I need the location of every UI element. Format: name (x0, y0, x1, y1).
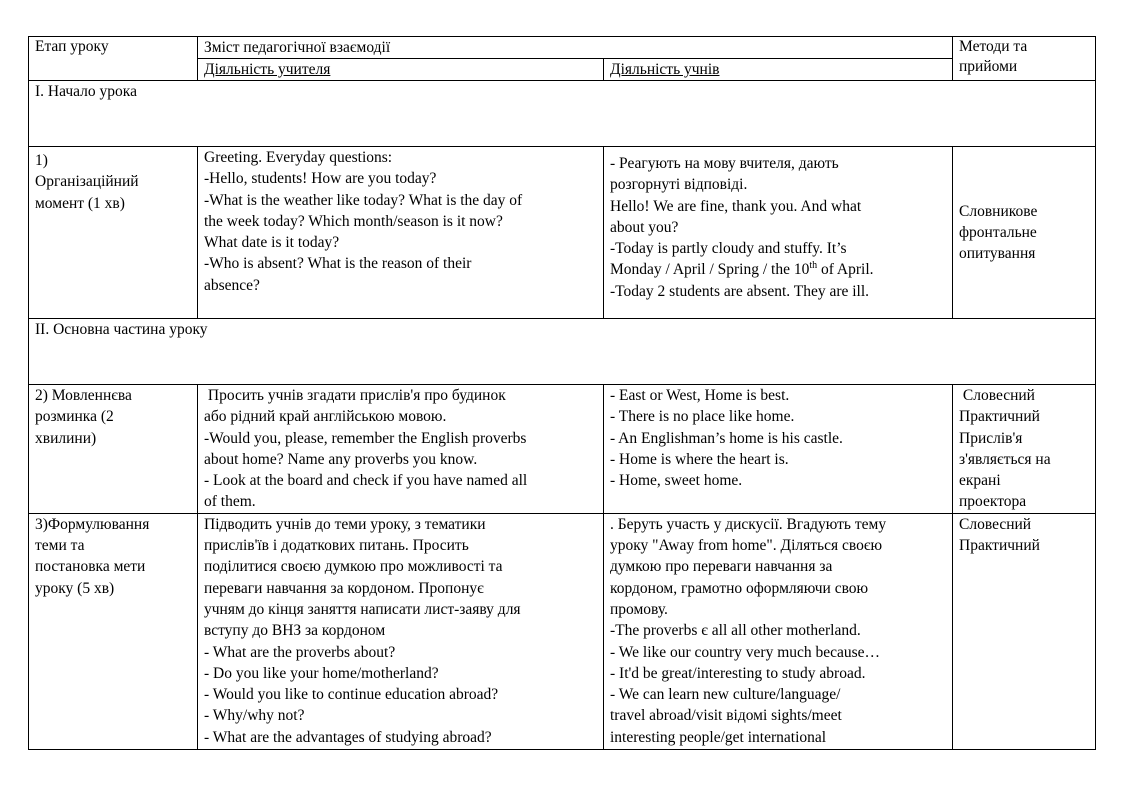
teacher-activity-cell (198, 513, 604, 749)
teacher-line: поділитися своєю думкою про можливості та (204, 558, 503, 576)
student-line: -The proverbs є all all other motherland. (610, 622, 861, 640)
header-stage: Етап уроку (29, 37, 198, 81)
header-row-top (29, 37, 1096, 59)
header-methods: Методи та прийоми (953, 37, 1096, 81)
stage-line: 3)Формулювання (35, 515, 150, 533)
teacher-line: - Would you like to continue education abroad? (204, 686, 499, 704)
methods-line: Прислів'я (959, 429, 1023, 447)
lesson-plan-table (28, 36, 1096, 750)
teacher-line: прислів'їв і додаткових питань. Просить (204, 537, 469, 555)
teacher-line: absence? (204, 276, 260, 294)
student-line-date (610, 259, 946, 280)
teacher-line: переваги навчання за кордоном. Пропонує (204, 579, 484, 597)
stage-cell (29, 385, 198, 514)
student-activity-cell (604, 513, 953, 749)
student-line: - Реагують на мову вчителя, дають (610, 155, 839, 172)
stage-line: уроку (5 хв) (35, 579, 115, 597)
student-line: - Home is where the heart is. (610, 450, 789, 468)
section-title-main: ІІ. Основна частина уроку (29, 319, 1096, 385)
teacher-line: - Do you like your home/motherland? (204, 664, 439, 682)
methods-line: проектора (959, 493, 1027, 511)
student-line: - There is no place like home. (610, 408, 795, 426)
student-line: - We like our country very much because… (610, 643, 881, 661)
student-line: -Today 2 students are absent. They are ill. (610, 282, 870, 300)
stage-cell (29, 513, 198, 749)
stage-line: 2) Мовленнєва (35, 387, 132, 404)
student-line: - We can learn new culture/language/ (610, 686, 841, 704)
table-row (29, 513, 1096, 749)
teacher-line: вступу до ВНЗ за кордоном (204, 622, 386, 640)
stage-line: хвилини) (35, 429, 97, 447)
student-line: about you? (610, 218, 679, 236)
header-content: Зміст педагогічної взаємодії (198, 37, 953, 59)
methods-line: фронтальне (959, 223, 1037, 241)
teacher-activity-cell (198, 385, 604, 514)
teacher-line: -Would you, please, remember the English proverbs (204, 429, 527, 447)
teacher-line: - Look at the board and check if you have named all (204, 472, 528, 490)
teacher-line: - What are the proverbs about? (204, 643, 396, 661)
student-line: interesting people/get international (610, 728, 827, 746)
stage-line: момент (1 хв) (35, 194, 125, 212)
student-line: travel abroad/visit відомі sights/meet (610, 707, 842, 725)
stage-line: теми та (35, 537, 85, 555)
methods-line: екрані (959, 472, 1001, 490)
methods-cell (953, 385, 1096, 514)
student-line: промову. (610, 600, 668, 618)
table-row (29, 147, 1096, 319)
methods-line: Словесний (959, 515, 1032, 533)
student-line: уроку "Away from home". Діляться своєю (610, 537, 883, 555)
stage-line: розминка (2 (35, 408, 114, 426)
header-students: Діяльність учнів (604, 59, 953, 81)
section-row-1 (29, 81, 1096, 147)
teacher-line: about home? Name any proverbs you know. (204, 450, 478, 468)
teacher-line: - Why/why not? (204, 707, 305, 725)
stage-line: постановка мети (35, 558, 146, 576)
section-title-intro: І. Начало урока (29, 81, 1096, 147)
teacher-line: of them. (204, 493, 256, 511)
date-text-pre: Monday / April / Spring / the 10 (610, 261, 810, 279)
methods-line: Словесний (959, 387, 1035, 404)
teacher-line: Підводить учнів до теми уроку, з тематики (204, 515, 486, 533)
date-ordinal-suffix: th (809, 260, 818, 272)
stage-line: Організаційний (35, 173, 139, 191)
teacher-line: What date is it today? (204, 234, 340, 252)
student-line: кордоном, грамотно оформляючи свою (610, 579, 869, 597)
header-teacher: Діяльність учителя (198, 59, 604, 81)
stage-line: 1) (35, 152, 48, 169)
student-line: - East or West, Home is best. (610, 387, 790, 404)
student-line: -Today is partly cloudy and stuffy. It’s (610, 240, 847, 258)
teacher-line: або рідний край англійською мовою. (204, 408, 447, 426)
section-row-2 (29, 319, 1096, 385)
student-line: думкою про переваги навчання за (610, 558, 833, 576)
methods-line: з'являється на (959, 450, 1051, 468)
teacher-line: -Who is absent? What is the reason of their (204, 255, 472, 273)
stage-cell (29, 147, 198, 319)
teacher-line: the week today? Which month/season is it now? (204, 212, 503, 230)
teacher-line: -Hello, students! How are you today? (204, 170, 437, 188)
student-line: - It'd be great/interesting to study abroad. (610, 664, 866, 682)
student-line: Hello! We are fine, thank you. And what (610, 197, 862, 215)
table-row (29, 385, 1096, 514)
teacher-line: учням до кінця заняття написати лист-заяву для (204, 600, 521, 618)
student-line: - An Englishman’s home is his castle. (610, 429, 843, 447)
methods-cell (953, 513, 1096, 749)
methods-line: Практичний (959, 537, 1040, 555)
teacher-activity-cell (198, 147, 604, 319)
methods-line: Словникове (959, 202, 1038, 220)
teacher-line: - What are the advantages of studying abroad? (204, 728, 492, 746)
methods-line: опитування (959, 245, 1036, 263)
date-text-post: of April. (817, 261, 874, 279)
methods-line: Практичний (959, 408, 1040, 426)
student-activity-cell (604, 385, 953, 514)
teacher-line: -What is the weather like today? What is the day of (204, 191, 523, 209)
student-activity-cell (604, 147, 953, 319)
teacher-line: Просить учнів згадати прислів'я про будинок (204, 387, 506, 404)
methods-cell (953, 147, 1096, 319)
student-line: розгорнуті відповіді. (610, 176, 748, 194)
student-line: . Беруть участь у дискусії. Вгадують тему (610, 515, 887, 533)
student-line: - Home, sweet home. (610, 472, 743, 490)
teacher-line: Greeting. Everyday questions: (204, 149, 393, 166)
